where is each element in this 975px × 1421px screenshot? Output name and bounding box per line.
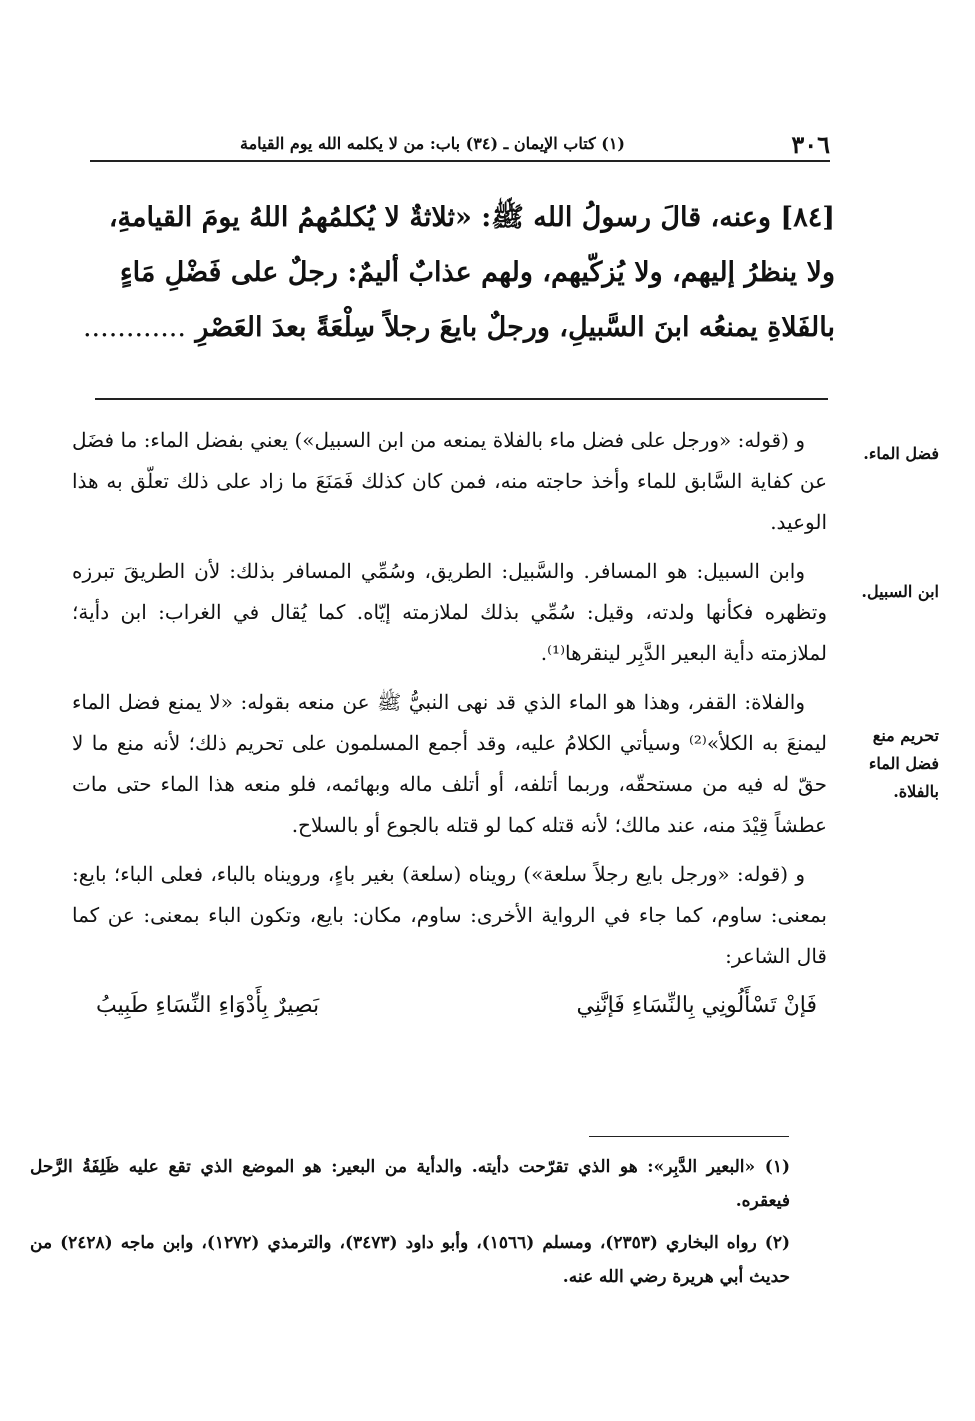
verse-first-hemistich: فَإنْ تَسْأَلُونِي بِالنِّسَاءِ فَإنَّنِي xyxy=(576,993,817,1018)
poetry-verse xyxy=(72,985,827,1026)
commentary-paragraph: و (قوله: «ورجل بايع رجلاً سلعة») رويناه (سلعة) بغير باءٍ، ورويناه بالباء، فعلى الباء؛ بايع: بمعنى: ساوم، كما جاء في الرواية الأخرى: ساوم، مكان: بايع، وتكون الباء بمعنى: عن كما قال الشاعر: xyxy=(72,862,828,968)
running-title: (١) كتاب الإيمان ـ (٣٤) باب: من لا يكلمه الله يوم القيامة xyxy=(240,134,625,153)
margin-note-water-surplus: فضل الماء. xyxy=(863,444,939,463)
hadith-line-text: بالفَلاةِ يمنعُه ابنَ السَّبيلِ، ورجلٌ بايعَ رجلاً سِلْعَةً بعدَ العَصْرِ xyxy=(195,312,835,343)
footnotes xyxy=(30,1150,790,1302)
commentary xyxy=(72,420,827,1026)
hadith-line: [٨٤] وعنه، قالَ رسولُ الله ﷺ: «ثلاثةٌ لا يُكلمُهمُ اللهُ يومَ القيامةِ، xyxy=(108,202,835,233)
commentary-paragraph: و (قوله: «ورجل على فضل ماء بالفلاة يمنعه من ابن السبيل») يعني بفضل الماء: ما فضَل عن كفاية السَّابق للماء وأخذ حاجته منه، فمن كان كذلك فَمَنَعَ ما زاد على ذلك تعلّق به هذا الوعيد. xyxy=(72,428,827,534)
footnote: (٢) رواه البخاري (٢٣٥٣)، ومسلم (١٥٦٦)، وأبو داود (٣٤٧٣)، والترمذي (١٢٧٢)، وابن ماجه (٢٤٢٨) من حديث أبي هريرة رضي الله عنه. xyxy=(30,1233,791,1287)
hadith-line xyxy=(80,300,835,355)
hadith-line: ولا ينظرُ إليهم، ولا يُزكّيهم، ولهم عذابٌ أليمٌ: رجلٌ على فَضْلِ مَاءٍ xyxy=(119,257,835,288)
footnote-divider xyxy=(589,1136,789,1137)
continuation-dots: ............ xyxy=(82,312,186,343)
hadith-text xyxy=(80,190,835,355)
commentary-paragraph: والفلاة: القفر، وهذا هو الماء الذي قد نهى النبيُّ ﷺ عن منعه بقوله: «لا يمنع فضل الماء ليمنعَ به الكلأ»⁽²⁾ وسيأتي الكلامُ عليه، وقد أجمع المسلمون على تحريم ذلك؛ لأنه منع ما لا حقّ له فيه من مستحقّه، وربما أتلفه، أو أتلف ماله وبهائمه، فلو منعه هذا الماء حتى مات عطشاً قِيْدَ منه، عند مالك؛ لأنه قتله كما لو قتله بالجوع أو بالسلاح. xyxy=(72,690,827,837)
commentary-paragraph: وابن السبيل: هو المسافر. والسَّبيل: الطريق، وسُمِّي المسافر بذلك: لأن الطريقَ تبرزه وتظهره فكأنها ولدته، وقيل: سُمِّي بذلك لملازمته إيّاه. كما يُقال في الغراب: ابن دأية؛ لملازمته دأية البعير الدَّبِر لينقرها⁽¹⁾. xyxy=(72,559,827,665)
page-header xyxy=(90,128,830,162)
margin-note-wayfarer: ابن السبيل. xyxy=(861,582,939,601)
page-number: ٣٠٦ xyxy=(791,130,830,159)
footnote: (١) «البعير الدَّبِر»: هو الذي تقرّحت دأيته. والدأية من البعير: هو الموضع الذي تقع عليه ظَلِفَةُ الرَّحل فيعقره. xyxy=(30,1157,790,1211)
section-divider xyxy=(95,398,828,400)
verse-second-hemistich: بَصِيرٌ بِأَدْوَاءِ النِّسَاءِ طَبِيبُ xyxy=(96,993,320,1018)
margin-note-prohibition: تحريم منع فضل الماء بالفلاة. xyxy=(868,726,939,801)
